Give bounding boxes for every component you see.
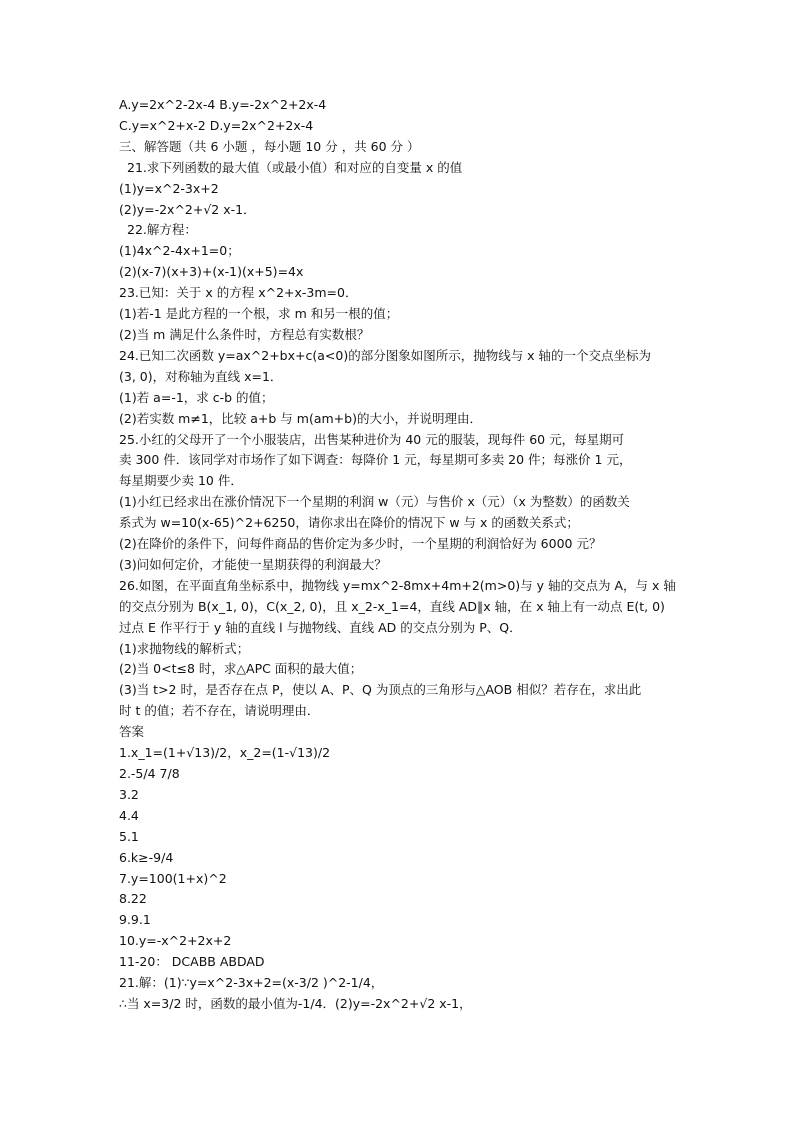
q21-stem: 21.求下列函数的最大值（或最小值）和对应的自变量 x 的值 [127, 159, 463, 175]
answer-4: 4.4 [119, 807, 139, 823]
q26-stem-line1: 26.如图，在平面直角坐标系中，抛物线 y=mx^2-8mx+4m+2(m>0)与 y 轴的交点为 A，与 x 轴 [119, 577, 676, 593]
q23-part2: (2)当 m 满足什么条件时，方程总有实数根？ [119, 326, 370, 342]
q22-stem: 22.解方程： [127, 222, 197, 238]
answer-2: 2.-5/4 7/8 [119, 766, 180, 781]
answer-6: 6.k≥-9/4 [119, 849, 174, 865]
answer-9: 9.9.1 [119, 912, 151, 928]
q21-part1: (1)y=x^2-3x+2 [119, 180, 219, 196]
q22-part2: (2)(x-7)(x+3)+(x-1)(x+5)=4x [119, 264, 304, 280]
document-body [119, 95, 679, 1015]
q25-part3: (3)问如何定价，才能使一星期获得的利润最大？ [119, 556, 387, 572]
answer-1: 1.x_1=(1+√13)/2，x_2=(1-√13)/2 [119, 745, 331, 761]
q21-part2: (2)y=-2x^2+√2 x-1． [119, 201, 256, 217]
answer-7: 7.y=100(1+x)^2 [119, 870, 227, 886]
answer-21-line1: 21.解：(1)∵y=x^2-3x+2=(x-3/2 )^2-1/4， [119, 975, 384, 991]
q25-stem-line1: 25.小红的父母开了一个小服装店，出售某种进价为 40 元的服装，现每件 60 元，每星期可 [119, 431, 625, 447]
q23-part1: (1)若-1 是此方程的一个根，求 m 和另一根的值； [119, 306, 399, 322]
q24-part1: (1)若 a=-1，求 c-b 的值； [119, 389, 274, 405]
q23-stem: 23.已知：关于 x 的方程 x^2+x-3m=0． [119, 285, 358, 301]
q26-stem-line2: 的交点分别为 B(x_1, 0)，C(x_2, 0)，且 x_2-x_1=4，直线 AD∥x 轴，在 x 轴上有一动点 E(t, 0) [119, 598, 665, 614]
q24-stem-line1: 24.已知二次函数 y=ax^2+bx+c(a<0)的部分图象如图所示，抛物线与 x 轴的一个交点坐标为 [119, 347, 652, 363]
section-heading: 三、解答题（共 6 小题 ，每小题 10 分 ，共 60 分 ） [119, 138, 420, 154]
q26-stem-line3: 过点 E 作平行于 y 轴的直线 l 与抛物线、直线 AD 的交点分别为 P、Q． [119, 619, 522, 635]
q26-part1: (1)求抛物线的解析式； [119, 640, 250, 656]
q25-part1-line1: (1)小红已经求出在涨价情况下一个星期的利润 w（元）与售价 x（元）（x 为整数）的函数关 [119, 494, 630, 510]
q24-stem-line2: (3, 0)，对称轴为直线 x=1． [119, 368, 283, 384]
q26-part2: (2)当 0<t≤8 时，求△APC 面积的最大值； [119, 661, 363, 677]
answer-11-20: 11-20： DCABB ABDAD [119, 954, 265, 970]
answer-8: 8.22 [119, 891, 147, 907]
choice-ab: A.y=2x^2-2x-4 B.y=-2x^2+2x-4 [119, 97, 327, 112]
answers-heading: 答案 [119, 724, 145, 740]
q26-part3-line2: 时 t 的值；若不存在，请说明理由． [119, 703, 320, 719]
q25-part1-line2: 系式为 w=10(x-65)^2+6250，请你求出在降价的情况下 w 与 x 的函数关系式； [119, 515, 579, 531]
answer-10: 10.y=-x^2+2x+2 [119, 933, 232, 949]
q22-part1: (1)4x^2-4x+1=0； [119, 243, 240, 259]
answer-5: 5.1 [119, 828, 139, 844]
answer-3: 3.2 [119, 786, 139, 802]
q25-stem-line2: 卖 300 件．该同学对市场作了如下调查：每降价 1 元，每星期可多卖 20 件；每涨价 1 元， [119, 452, 632, 468]
choice-cd: C.y=x^2+x-2 D.y=2x^2+2x-4 [119, 117, 314, 133]
q25-part2: (2)在降价的条件下，问每件商品的售价定为多少时，一个星期的利润恰好为 6000 元？ [119, 536, 602, 552]
q25-stem-line3: 每星期要少卖 10 件． [119, 473, 243, 489]
q26-part3-line1: (3)当 t>2 时，是否存在点 P，使以 A、P、Q 为顶点的三角形与△AOB 相似？若存在，求出此 [119, 682, 642, 698]
q24-part2: (2)若实数 m≠1，比较 a+b 与 m(am+b)的大小，并说明理由． [119, 410, 482, 426]
answer-21-line2: ∴当 x=3/2 时，函数的最小值为-1/4．(2)y=-2x^2+√2 x-1， [119, 995, 472, 1011]
